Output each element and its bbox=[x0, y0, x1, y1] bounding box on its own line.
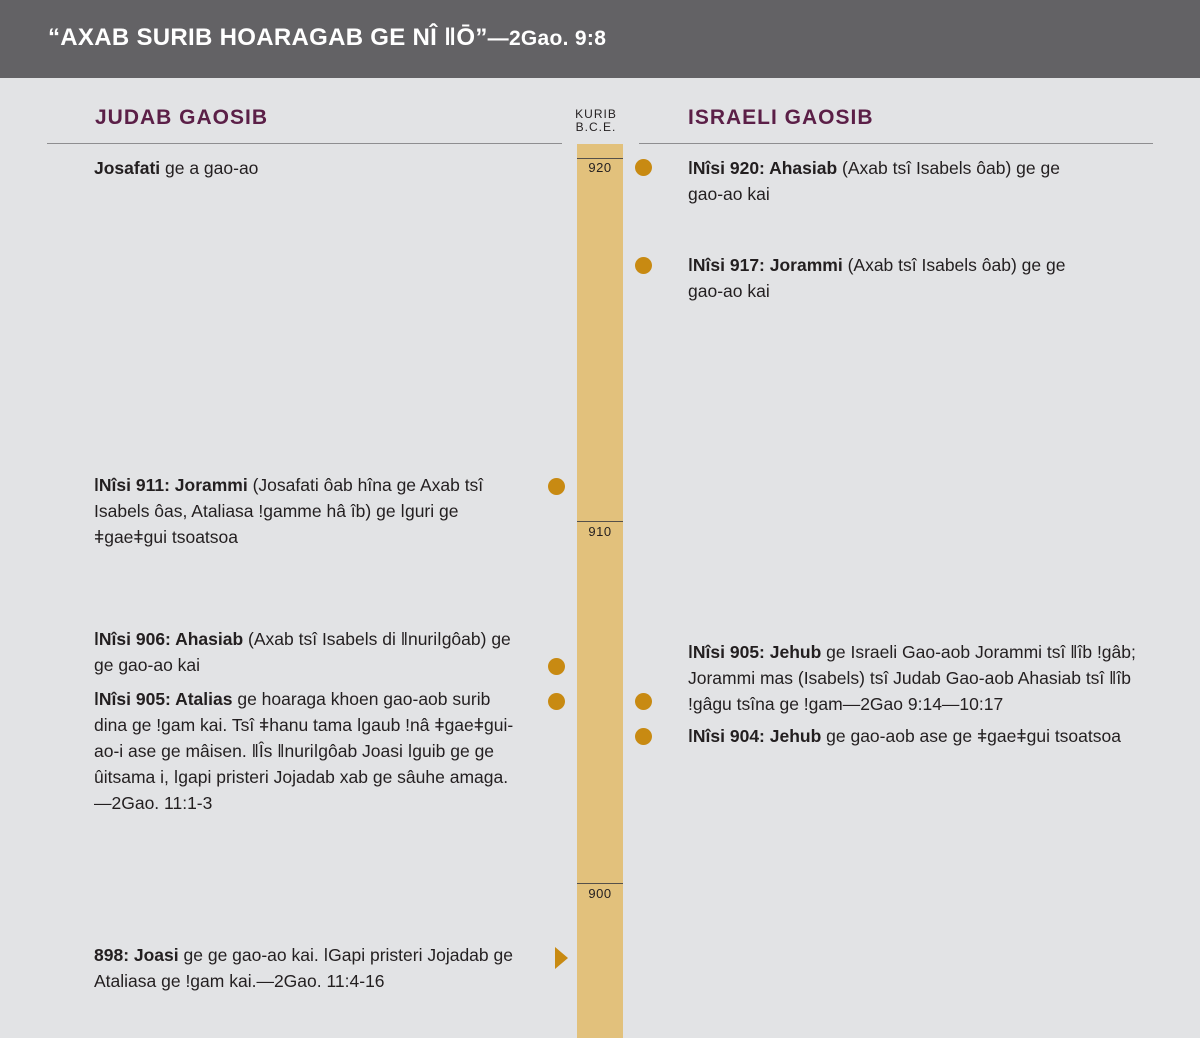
judah-event-josafati: Josafati ge a gao-ao bbox=[94, 158, 259, 178]
marker-israel-904 bbox=[635, 728, 652, 745]
right-divider bbox=[639, 143, 1153, 144]
israel-event-920: ǀNîsi 920: Ahasiab (Axab tsî Isabels ôab) ge ge gao-ao kai bbox=[688, 158, 1060, 204]
marker-judah-911 bbox=[548, 478, 565, 495]
left-divider bbox=[47, 143, 562, 144]
judah-event-905: ǀNîsi 905: Atalias ge hoaraga khoen gao-aob surib dina ge ǃgam kai. Tsî ǂhanu tama ǀgaub ǃnâ ǂgaeǂgui-ao-i ase ge mâisen. ǁÎs ǁnuriǀgôab Joasi ǀguib ge ge ûitsama i, ǀgapi pristeri Jojadab xab ge sâuhe amaga.—2Gao. 11:1-3 bbox=[94, 689, 514, 813]
marker-judah-906 bbox=[548, 658, 565, 675]
title-banner bbox=[0, 0, 1200, 78]
marker-judah-898-arrow bbox=[555, 947, 568, 969]
judah-kings-heading: JUDAB GAOSIB bbox=[95, 106, 269, 129]
israel-event-917: ǀNîsi 917: Jorammi (Axab tsî Isabels ôab) ge ge gao-ao kai bbox=[688, 255, 1066, 301]
marker-israel-920 bbox=[635, 159, 652, 176]
israel-event-904: ǀNîsi 904: Jehub ge gao-aob ase ge ǂgaeǂgui tsoatsoa bbox=[688, 726, 1121, 746]
israel-event-905: ǀNîsi 905: Jehub ge Israeli Gao-aob Jorammi tsî ǁîb ǃgâb; Jorammi mas (Isabels) tsî Judab Gao-aob Ahasiab tsî ǁîb ǃgâgu tsîna ge ǃgam—2Gao 9:14—10:17 bbox=[688, 642, 1136, 714]
axis-label-era: B.C.E. bbox=[575, 120, 617, 134]
marker-israel-917 bbox=[635, 257, 652, 274]
judah-event-911: ǀNîsi 911: Jorammi (Josafati ôab hîna ge Axab tsî Isabels ôas, Ataliasa ǃgamme hâ îb) ge ǀguri ge ǂgaeǂgui tsoatsoa bbox=[94, 475, 484, 547]
tick-920 bbox=[577, 158, 623, 159]
axis-label bbox=[566, 108, 626, 134]
title-reference: —2Gao. 9:8 bbox=[487, 27, 607, 50]
judah-event-898: 898: Joasi ge ge gao-ao kai. ǀGapi pristeri Jojadab ge Ataliasa ge ǃgam kai.—2Gao. 11:4-16 bbox=[94, 945, 513, 991]
timeline-bar bbox=[577, 144, 623, 1038]
tick-label-910: 910 bbox=[588, 524, 612, 539]
axis-label-years: KURIB bbox=[575, 107, 617, 121]
tick-label-900: 900 bbox=[588, 886, 612, 901]
tick-910 bbox=[577, 521, 623, 522]
marker-judah-905 bbox=[548, 693, 565, 710]
judah-event-906: ǀNîsi 906: Ahasiab (Axab tsî Isabels di ǁnuriǀgôab) ge ge gao-ao kai bbox=[94, 629, 511, 675]
title-text: “AXAB SURIB HOARAGAB GE NÎ ǁŌ” bbox=[48, 24, 488, 51]
marker-israel-905 bbox=[635, 693, 652, 710]
page-title bbox=[48, 24, 606, 52]
tick-900 bbox=[577, 883, 623, 884]
israel-kings-heading: ISRAELI GAOSIB bbox=[688, 106, 874, 129]
tick-label-920: 920 bbox=[588, 160, 612, 175]
